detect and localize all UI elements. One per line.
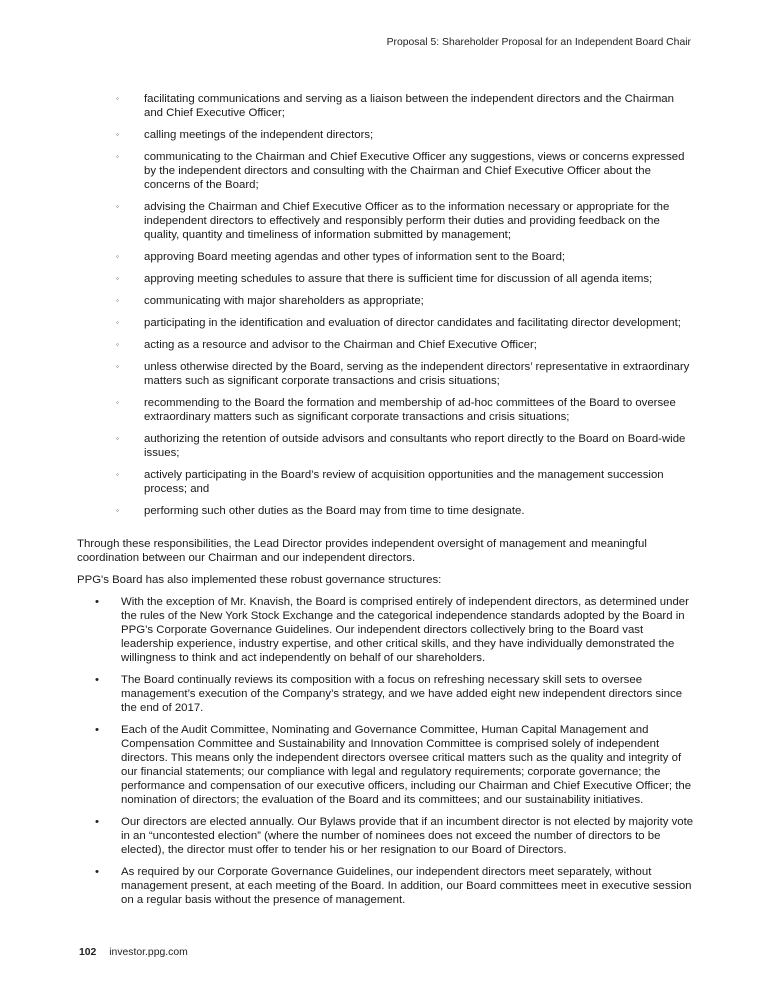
hollow-bullet-icon: ◦ bbox=[116, 152, 119, 161]
list-item bbox=[116, 504, 696, 518]
list-item bbox=[95, 595, 697, 665]
bullet-icon: • bbox=[95, 816, 99, 828]
page-footer bbox=[79, 946, 188, 960]
list-item bbox=[116, 468, 696, 496]
lead-director-duties-list bbox=[116, 92, 696, 526]
list-item-text: Each of the Audit Committee, Nominating and Governance Committee, Human Capital Management and Compensation Committee and Sustainability and Innovation Committee is comprised solely of independent directors. This means only the independent directors oversee critical matters such as the quality and integrity of our financial statements; our compliance with legal and regulatory requirements; corporate governance; the performance and compensation of our executive officers, including our Chairman and Chief Executive Officer; the nomination of directors; the evaluation of the Board and its committees; and our sustainability initiatives. bbox=[121, 724, 692, 806]
hollow-bullet-icon: ◦ bbox=[116, 318, 119, 327]
list-item-text: participating in the identification and evaluation of director candidates and facilitating director development; bbox=[144, 317, 681, 329]
hollow-bullet-icon: ◦ bbox=[116, 202, 119, 211]
list-item-text: actively participating in the Board’s review of acquisition opportunities and the management succession process; and bbox=[144, 469, 664, 495]
list-item-text: calling meetings of the independent directors; bbox=[144, 129, 374, 141]
list-item bbox=[116, 128, 696, 142]
page-number: 102 bbox=[79, 947, 97, 958]
list-item bbox=[95, 673, 697, 715]
hollow-bullet-icon: ◦ bbox=[116, 362, 119, 371]
list-item bbox=[116, 432, 696, 460]
list-item-text: unless otherwise directed by the Board, serving as the independent directors’ representative in extraordinary matters such as significant corporate transactions and crisis situations; bbox=[144, 361, 690, 387]
list-item-text: As required by our Corporate Governance Guidelines, our independent directors meet separately, without management present, at each meeting of the Board. In addition, our Board committees meet in executive session on a regular basis without the presence of management. bbox=[121, 866, 692, 906]
list-item bbox=[116, 338, 696, 352]
list-item-text: The Board continually reviews its composition with a focus on refreshing necessary skill sets to oversee management’s execution of the Company’s strategy, and we have added eight new independent directors since the end of 2017. bbox=[121, 674, 683, 714]
hollow-bullet-icon: ◦ bbox=[116, 296, 119, 305]
bullet-icon: • bbox=[95, 866, 99, 878]
list-item-text: advising the Chairman and Chief Executive Officer as to the information necessary or appropriate for the independent directors to effectively and responsibly perform their duties and providing feedback on the quality, quantity and timeliness of information submitted by management; bbox=[144, 201, 670, 241]
website-link[interactable]: investor.ppg.com bbox=[109, 947, 188, 958]
hollow-bullet-icon: ◦ bbox=[116, 274, 119, 283]
list-item-text: With the exception of Mr. Knavish, the Board is comprised entirely of independent directors, as determined under the rules of the New York Stock Exchange and the categorical independence standards adopted by the Board in PPG’s Corporate Governance Guidelines. Our independent directors collectively bring to the Board vast leadership experience, industry expertise, and other critical skills, and they have individually demonstrated the willingness to think and act independently on behalf of our shareholders. bbox=[121, 596, 689, 664]
hollow-bullet-icon: ◦ bbox=[116, 94, 119, 103]
list-item bbox=[116, 360, 696, 388]
hollow-bullet-icon: ◦ bbox=[116, 252, 119, 261]
list-item-text: facilitating communications and serving as a liaison between the independent directors and the Chairman and Chief Executive Officer; bbox=[144, 93, 674, 119]
hollow-bullet-icon: ◦ bbox=[116, 340, 119, 349]
list-item-text: communicating with major shareholders as appropriate; bbox=[144, 295, 424, 307]
list-item bbox=[116, 272, 696, 286]
list-item bbox=[95, 723, 697, 807]
list-item bbox=[116, 150, 696, 192]
hollow-bullet-icon: ◦ bbox=[116, 398, 119, 407]
hollow-bullet-icon: ◦ bbox=[116, 434, 119, 443]
summary-paragraph: Through these responsibilities, the Lead Director provides independent oversight of management and meaningful coordination between our Chairman and our independent directors. bbox=[77, 538, 647, 564]
governance-structures-list bbox=[95, 595, 697, 915]
list-item-text: performing such other duties as the Board may from time to time designate. bbox=[144, 505, 525, 517]
list-item bbox=[116, 250, 696, 264]
list-item-text: authorizing the retention of outside advisors and consultants who report directly to the Board on Board-wide issues; bbox=[144, 433, 686, 459]
list-item-text: communicating to the Chairman and Chief Executive Officer any suggestions, views or concerns expressed by the independent directors and consulting with the Chairman and Chief Executive Officer about the concerns of the Board; bbox=[144, 151, 685, 191]
running-header: Proposal 5: Shareholder Proposal for an Independent Board Chair bbox=[386, 37, 691, 48]
bullet-icon: • bbox=[95, 674, 99, 686]
list-item-text: approving meeting schedules to assure that there is sufficient time for discussion of all agenda items; bbox=[144, 273, 653, 285]
list-item-text: acting as a resource and advisor to the Chairman and Chief Executive Officer; bbox=[144, 339, 537, 351]
list-item bbox=[116, 316, 696, 330]
list-item bbox=[95, 815, 697, 857]
bullet-icon: • bbox=[95, 596, 99, 608]
list-item bbox=[95, 865, 697, 907]
list-item-text: approving Board meeting agendas and other types of information sent to the Board; bbox=[144, 251, 566, 263]
hollow-bullet-icon: ◦ bbox=[116, 470, 119, 479]
hollow-bullet-icon: ◦ bbox=[116, 130, 119, 139]
bullet-icon: • bbox=[95, 724, 99, 736]
list-item bbox=[116, 92, 696, 120]
intro-paragraph: PPG's Board has also implemented these robust governance structures: bbox=[77, 574, 442, 586]
list-item bbox=[116, 396, 696, 424]
list-item bbox=[116, 200, 696, 242]
hollow-bullet-icon: ◦ bbox=[116, 506, 119, 515]
list-item-text: recommending to the Board the formation and membership of ad-hoc committees of the Board to oversee extraordinary matters such as significant corporate transactions and crisis situations; bbox=[144, 397, 676, 423]
list-item bbox=[116, 294, 696, 308]
list-item-text: Our directors are elected annually. Our Bylaws provide that if an incumbent director is not elected by majority vote in an “uncontested election” (where the number of nominees does not exceed the number of directors to be elected), the director must offer to tender his or her resignation to our Board of Directors. bbox=[121, 816, 694, 856]
